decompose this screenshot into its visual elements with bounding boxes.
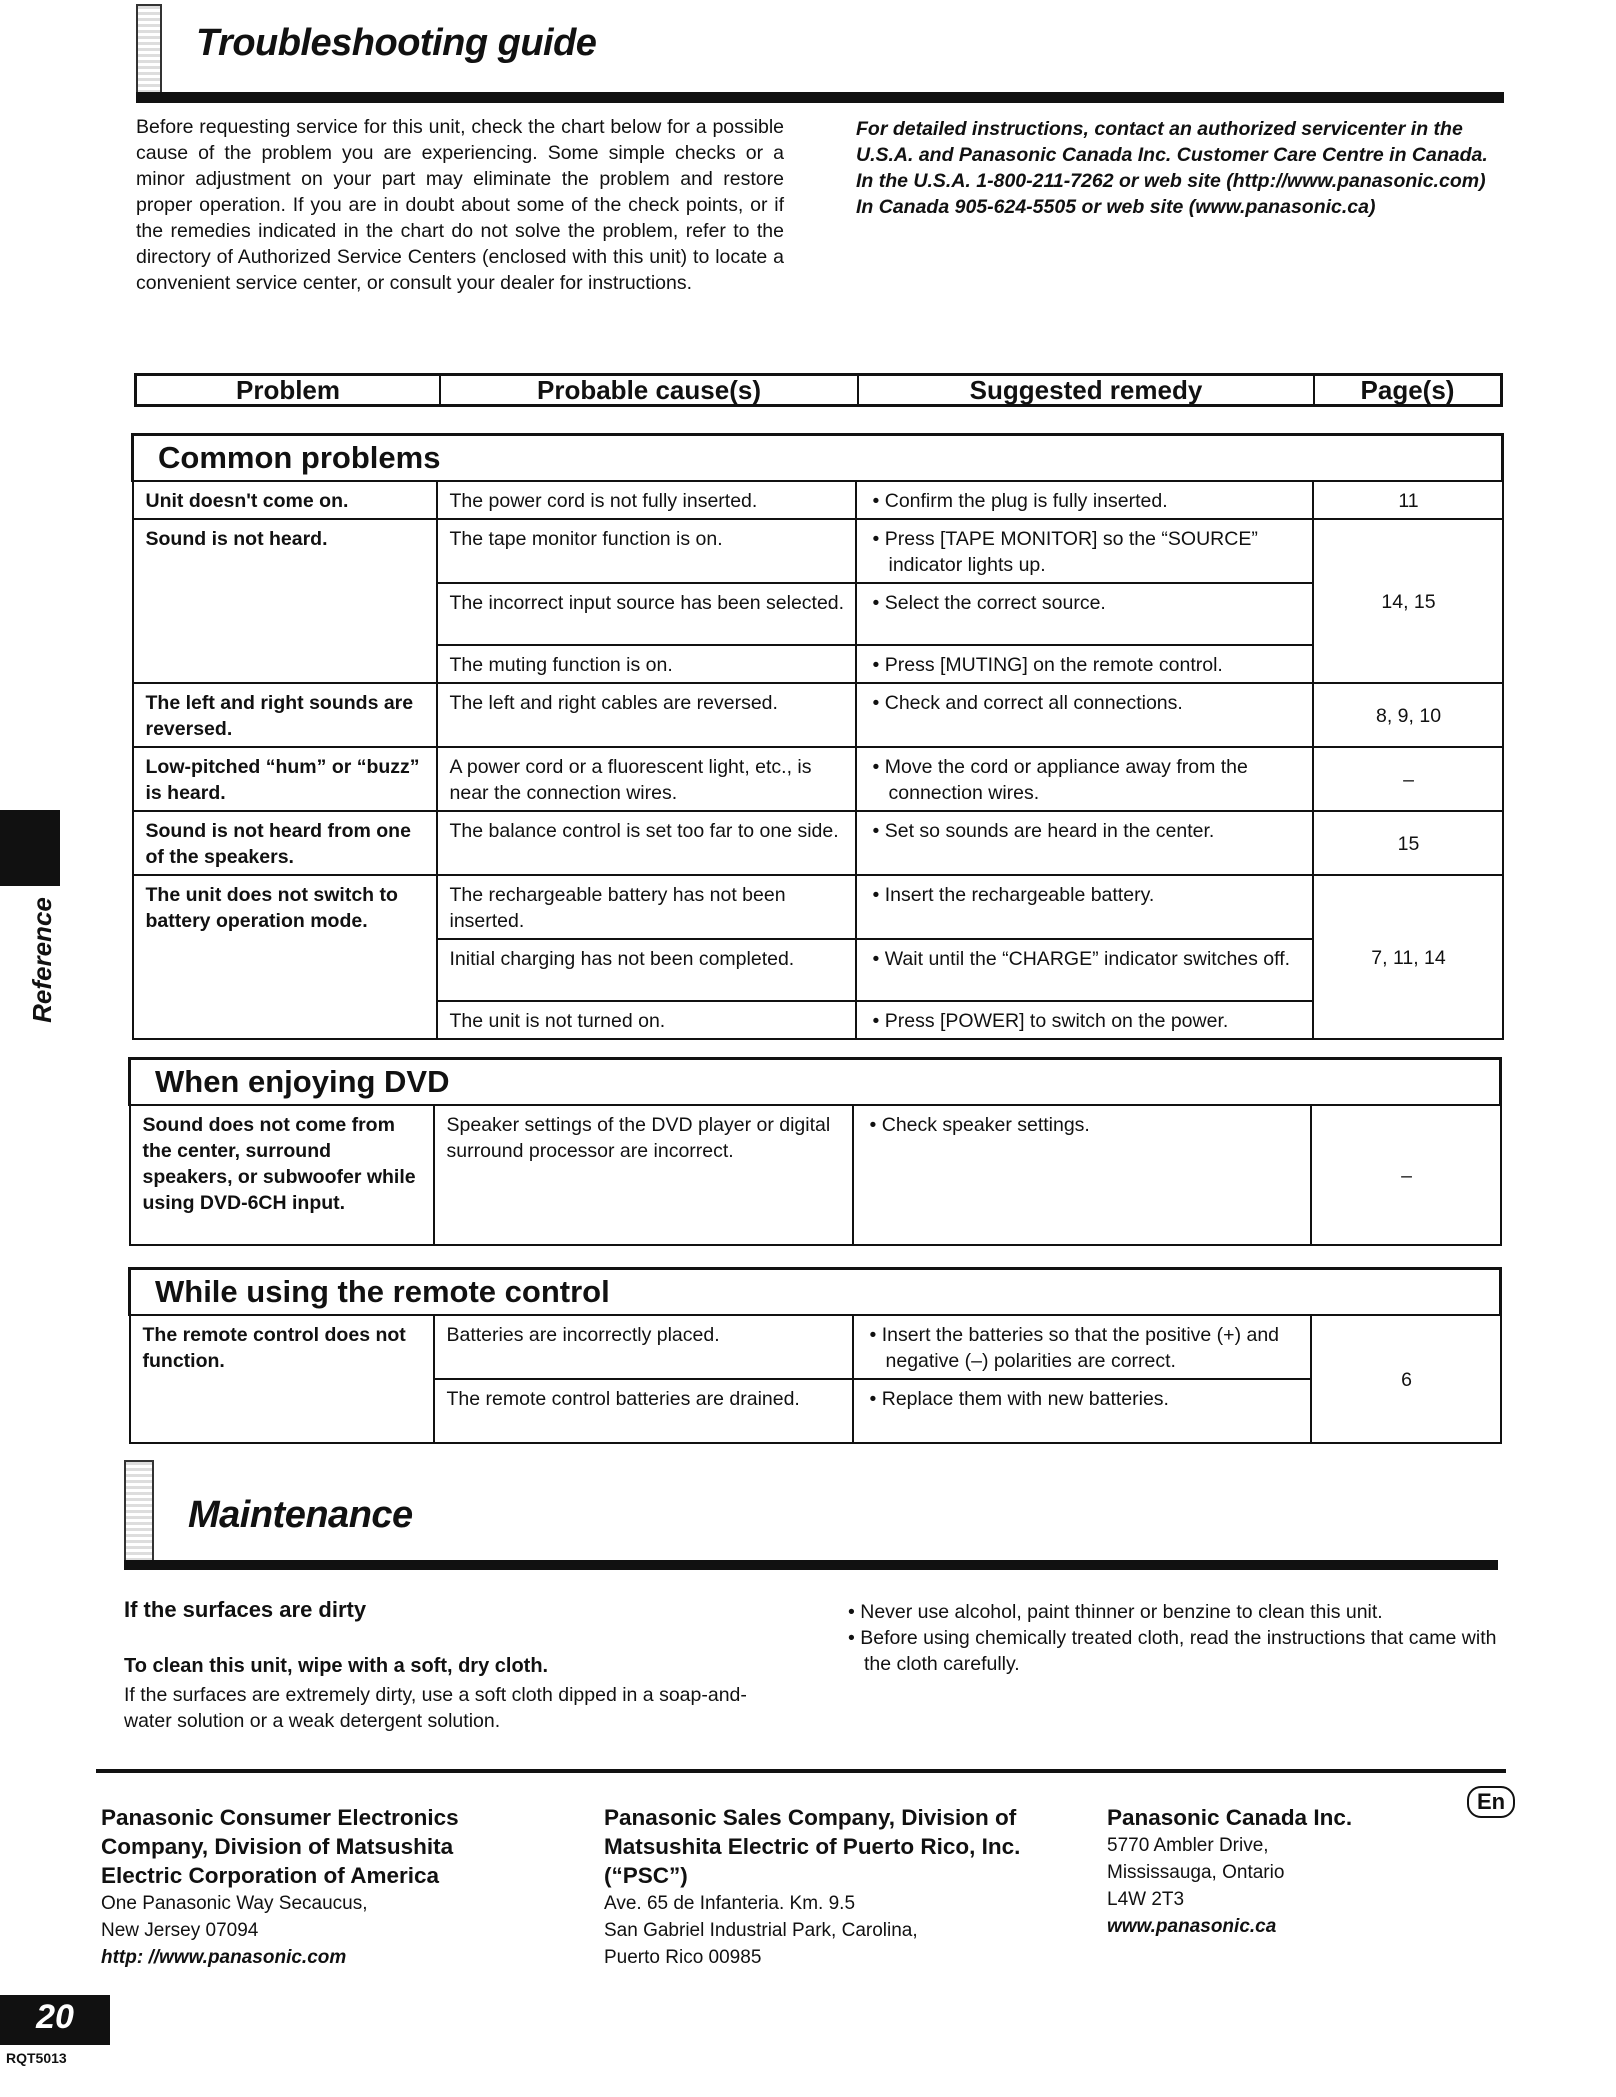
maintenance-subhead: If the surfaces are dirty [124, 1597, 367, 1622]
maintenance-tip-2: • Before using chemically treated cloth, read the instructions that came with the cloth carefully. [848, 1627, 1497, 1675]
language-badge: En [1467, 1786, 1515, 1818]
intro-text: Before requesting service for this unit, check the chart below for a possible cause of the problem you are experiencing. Some simple checks or a minor adjustment on your part may eliminate the problem and restore proper operation. If you are in doubt about some of the check points, or if the remedies indicated in the chart do not solve the problem, refer to the directory of Authorized Service Centers (enclosed with this unit) to locate a convenient service center, or consult your dealer for instructions. [136, 116, 784, 294]
contact-info [856, 116, 1506, 220]
pages-cell: 7, 11, 14 [1313, 875, 1503, 1039]
remote-problems-table [128, 1267, 1502, 1444]
footer-us-block [101, 1803, 521, 1971]
problem-cell: The unit does not switch to battery operation mode. [133, 875, 437, 1039]
maintenance-tips [844, 1599, 1500, 1677]
remedy-text: • Confirm the plug is fully inserted. [872, 490, 1168, 512]
cause-cell: A power cord or a fluorescent light, etc., is near the connection wires. [437, 747, 856, 811]
title-rule [136, 92, 1504, 103]
contact-line-canada: In Canada 905-624-5505 or web site (www.panasonic.ca) [856, 196, 1376, 218]
remedy-cell [856, 1001, 1313, 1039]
header-cause: Probable cause(s) [439, 376, 857, 404]
cause-cell: The remote control batteries are drained. [434, 1379, 853, 1443]
table-row [133, 747, 1503, 811]
maintenance-tip-1: • Never use alcohol, paint thinner or benzine to clean this unit. [848, 1601, 1383, 1623]
remedy-text: • Press [POWER] to switch on the power. [872, 1010, 1229, 1032]
remedy-cell [856, 811, 1313, 875]
remedy-text: • Press [TAPE MONITOR] so the “SOURCE” indicator lights up. [872, 528, 1258, 576]
header-remedy: Suggested remedy [857, 376, 1313, 404]
remedy-text: • Check and correct all connections. [872, 692, 1183, 714]
remedy-cell [856, 519, 1313, 583]
remedy-text: • Set so sounds are heard in the center. [872, 820, 1215, 842]
cause-cell: Speaker settings of the DVD player or digital surround processor are incorrect. [434, 1105, 853, 1245]
remedy-text: • Move the cord or appliance away from the connection wires. [872, 756, 1248, 804]
footer-rule [96, 1769, 1506, 1773]
section-title-common: Common problems [133, 435, 1503, 482]
remedy-cell [856, 747, 1313, 811]
table-row [130, 1315, 1501, 1379]
table-row [133, 683, 1503, 747]
remedy-cell [856, 645, 1313, 683]
model-code: RQT5013 [6, 2050, 67, 2066]
remedy-cell [853, 1105, 1311, 1245]
problem-cell: Sound does not come from the center, surround speakers, or subwoofer while using DVD-6CH input. [130, 1105, 434, 1245]
common-problems-table [131, 433, 1504, 1040]
footer-us-web: http: //www.panasonic.com [101, 1947, 347, 1968]
remedy-cell [856, 583, 1313, 645]
pages-cell: – [1313, 747, 1503, 811]
table-row [133, 811, 1503, 875]
table-row [133, 481, 1503, 519]
table-row [133, 519, 1503, 583]
table-row [130, 1105, 1501, 1245]
section-title-remote: While using the remote control [130, 1269, 1501, 1316]
remedy-cell [856, 683, 1313, 747]
footer-ca-addr2: Mississauga, Ontario [1107, 1862, 1285, 1883]
pages-cell: 14, 15 [1313, 519, 1503, 683]
footer-ca-addr1: 5770 Ambler Drive, [1107, 1835, 1269, 1856]
remedy-text: • Insert the rechargeable battery. [872, 884, 1155, 906]
section-marker-maintenance [124, 1460, 154, 1566]
side-tab-label: Reference [27, 897, 57, 1023]
footer-us-addr2: New Jersey 07094 [101, 1920, 259, 1941]
cause-cell: The muting function is on. [437, 645, 856, 683]
contact-line-us: In the U.S.A. 1-800-211-7262 or web site (http://www.panasonic.com) [856, 170, 1486, 192]
remedy-text: • Select the correct source. [872, 592, 1106, 614]
footer-pr-name: Panasonic Sales Company, Division of Matsushita Electric of Puerto Rico, Inc. (“PSC”) [604, 1805, 1021, 1888]
problem-cell: The remote control does not function. [130, 1315, 434, 1443]
section-title-dvd: When enjoying DVD [130, 1059, 1501, 1106]
footer-us-name: Panasonic Consumer Electronics Company, Division of Matsushita Electric Corporation of America [101, 1805, 459, 1888]
page-title: Troubleshooting guide [196, 22, 597, 64]
table-row [133, 875, 1503, 939]
pages-cell: 6 [1311, 1315, 1501, 1443]
problem-cell: The left and right sounds are reversed. [133, 683, 437, 747]
contact-line-1: For detailed instructions, contact an authorized servicenter in the U.S.A. and Panasonic Canada Inc. Customer Care Centre in Canada. [856, 118, 1488, 166]
footer-ca-web: www.panasonic.ca [1107, 1916, 1277, 1937]
cause-cell: The left and right cables are reversed. [437, 683, 856, 747]
header-pages: Page(s) [1313, 376, 1500, 404]
cause-cell: The unit is not turned on. [437, 1001, 856, 1039]
remedy-cell [853, 1379, 1311, 1443]
footer-ca-addr3: L4W 2T3 [1107, 1889, 1185, 1910]
remedy-cell [856, 875, 1313, 939]
footer-ca-name: Panasonic Canada Inc. [1107, 1805, 1353, 1830]
cause-cell: Batteries are incorrectly placed. [434, 1315, 853, 1379]
maintenance-rule [124, 1560, 1498, 1570]
pages-cell: 8, 9, 10 [1313, 683, 1503, 747]
maintenance-clean-text: If the surfaces are extremely dirty, use a soft cloth dipped in a soap-and-water solution or a weak detergent solution. [124, 1684, 747, 1732]
problem-cell: Sound is not heard from one of the speakers. [133, 811, 437, 875]
remedy-cell [853, 1315, 1311, 1379]
problem-cell: Low-pitched “hum” or “buzz” is heard. [133, 747, 437, 811]
footer-pr-addr1: Ave. 65 de Infanteria. Km. 9.5 [604, 1893, 856, 1914]
remedy-text: • Wait until the “CHARGE” indicator switches off. [872, 948, 1291, 970]
footer-pr-addr2: San Gabriel Industrial Park, Carolina, [604, 1920, 918, 1941]
footer-pr-block [604, 1803, 1024, 1971]
remedy-cell [856, 939, 1313, 1001]
dvd-problems-table [128, 1057, 1502, 1246]
table-header [134, 373, 1503, 407]
pages-cell: 15 [1313, 811, 1503, 875]
problem-cell: Sound is not heard. [133, 519, 437, 683]
footer-pr-addr3: Puerto Rico 00985 [604, 1947, 762, 1968]
cause-cell: The power cord is not fully inserted. [437, 481, 856, 519]
pages-cell: – [1311, 1105, 1501, 1245]
remedy-cell [856, 481, 1313, 519]
cause-cell: The rechargeable battery has not been inserted. [437, 875, 856, 939]
footer-ca-block [1107, 1803, 1437, 1940]
footer-us-addr1: One Panasonic Way Secaucus, [101, 1893, 368, 1914]
remedy-text: • Check speaker settings. [869, 1114, 1090, 1136]
side-tab-marker [0, 810, 60, 886]
maintenance-clean-head: To clean this unit, wipe with a soft, dry cloth. [124, 1655, 549, 1677]
page-number: 20 [36, 1998, 74, 2036]
remedy-text: • Replace them with new batteries. [869, 1388, 1169, 1410]
maintenance-title: Maintenance [188, 1494, 413, 1536]
pages-cell: 11 [1313, 481, 1503, 519]
cause-cell: The balance control is set too far to one side. [437, 811, 856, 875]
header-problem: Problem [235, 374, 341, 405]
remedy-text: • Press [MUTING] on the remote control. [872, 654, 1223, 676]
problem-cell: Unit doesn't come on. [133, 481, 437, 519]
remedy-text: • Insert the batteries so that the positive (+) and negative (–) polarities are correct. [869, 1324, 1280, 1372]
cause-cell: The tape monitor function is on. [437, 519, 856, 583]
cause-cell: Initial charging has not been completed. [437, 939, 856, 1001]
section-marker-troubleshooting [136, 4, 162, 96]
cause-cell: The incorrect input source has been selected. [437, 583, 856, 645]
